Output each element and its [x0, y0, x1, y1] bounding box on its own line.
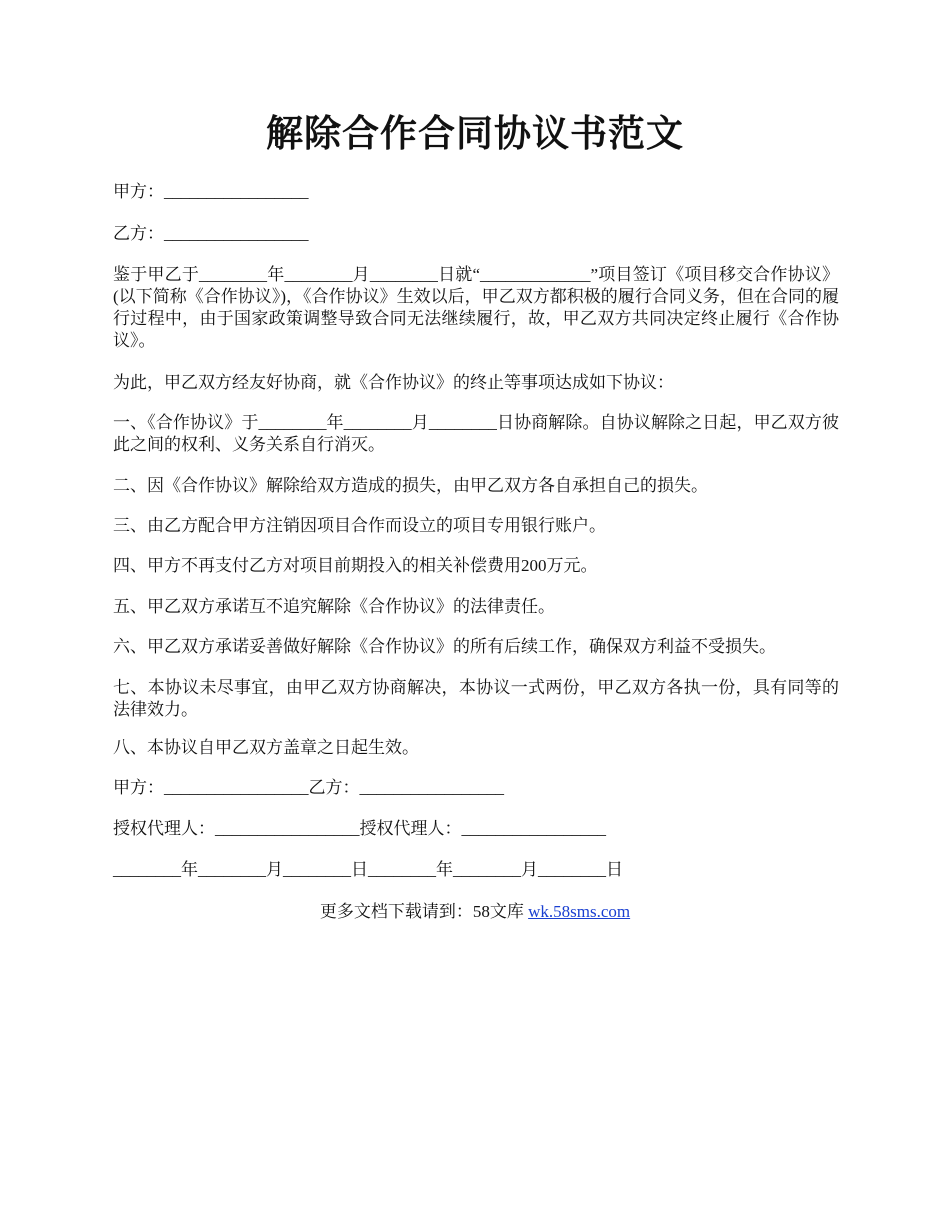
lead-paragraph: 为此，甲乙双方经友好协商，就《合作协议》的终止等事项达成如下协议：	[113, 373, 674, 392]
download-footer	[0, 901, 950, 923]
party-a-line: 甲方：_________________	[113, 182, 309, 201]
clause-1: 一、《合作协议》于________年________月________日协商解除。自协议解除之日起，甲乙双方彼此之间的权利、义务关系自行消灭。	[113, 413, 839, 454]
clause-7: 七、本协议未尽事宜，由甲乙双方协商解决，本协议一式两份，甲乙双方各执一份，具有同等的法律效力。	[113, 678, 839, 719]
clause-5: 五、甲乙双方承诺互不追究解除《合作协议》的法律责任。	[113, 597, 555, 616]
clause-2: 二、因《合作协议》解除给双方造成的损失，由甲乙双方各自承担自己的损失。	[113, 476, 708, 495]
signature-parties-line: 甲方：_________________乙方：_________________	[113, 778, 504, 797]
signature-dates-line: ________年________月________日________年________月________日	[113, 860, 623, 879]
signature-agents-line: 授权代理人：_________________授权代理人：_________________	[113, 819, 606, 838]
clause-4: 四、甲方不再支付乙方对项目前期投入的相关补偿费用200万元。	[113, 556, 598, 575]
clause-3: 三、由乙方配合甲方注销因项目合作而设立的项目专用银行账户。	[113, 516, 606, 535]
footer-link[interactable]: wk.58sms.com	[528, 902, 631, 921]
document-title: 解除合作合同协议书范文	[266, 114, 684, 155]
footer-prefix: 更多文档下载请到：58文库	[319, 902, 529, 921]
clause-8: 八、本协议自甲乙双方盖章之日起生效。	[113, 738, 419, 757]
clause-6: 六、甲乙双方承诺妥善做好解除《合作协议》的所有后续工作，确保双方利益不受损失。	[113, 637, 776, 656]
intro-paragraph: 鉴于甲乙于________年________月________日就“_____________”项目签订《项目移交合作协议》(以下简称《合作协议》)，《合作协议》生效以后，甲乙双方都积极的履行合同义务，但在合同的履行过程中，由于国家政策调整导致合同无法继续履行，故，甲乙双方共同决定终止履行《合作协议》。	[113, 265, 839, 350]
party-b-line: 乙方：_________________	[113, 224, 309, 243]
